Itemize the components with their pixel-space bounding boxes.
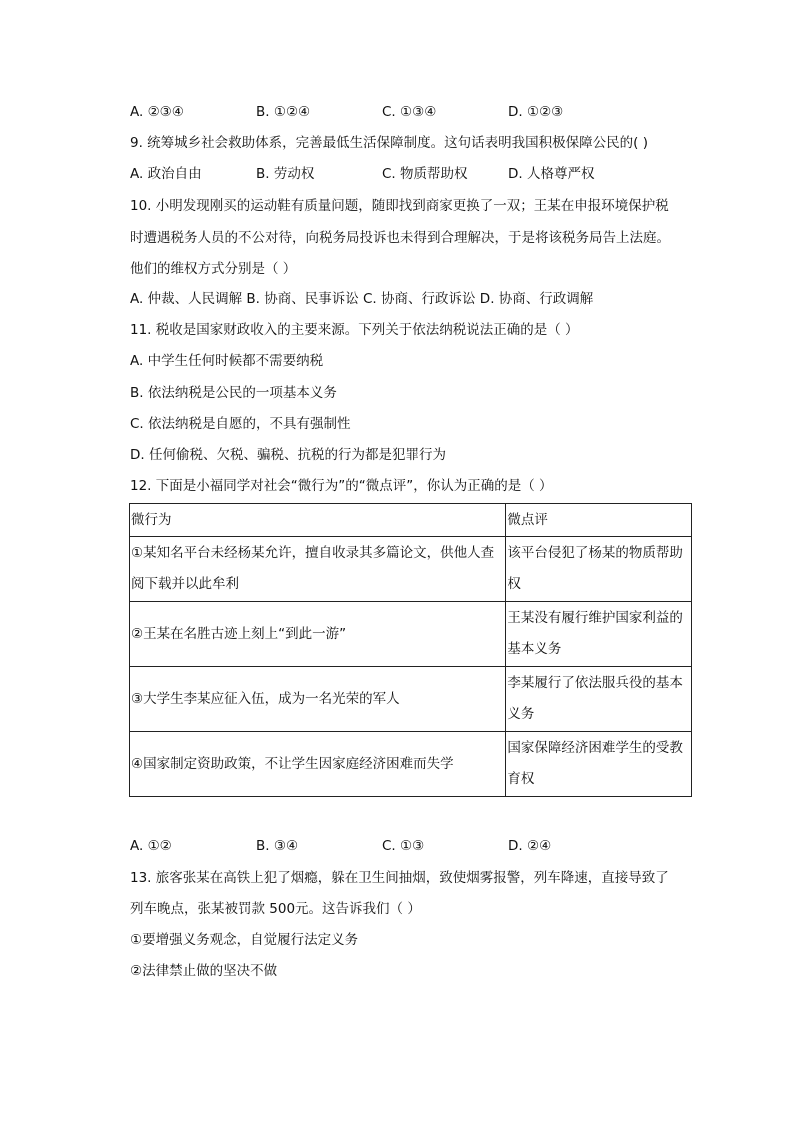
q11-stem: 11. 税收是国家财政收入的主要来源。下列关于依法纳税说法正确的是（ ）: [130, 322, 579, 338]
cell-line: 王某没有履行维护国家利益的: [507, 610, 683, 626]
table-header-comment: 微点评: [506, 504, 692, 537]
q9-option-d: D. 人格尊严权: [508, 166, 595, 182]
table-header-row: [130, 504, 692, 537]
cell-line: 义务: [507, 706, 535, 722]
cell-line: ③大学生李某应征入伍，成为一名光荣的军人: [131, 690, 400, 707]
q8-option-a: A. ②③④: [130, 104, 184, 120]
q13-item-1: ①要增强义务观念，自觉履行法定义务: [130, 932, 359, 948]
table-cell-action: [130, 667, 506, 732]
table-cell-action: [130, 537, 506, 602]
q12-stem: 12. 下面是小福同学对社会“微行为”的“微点评”，你认为正确的是（ ）: [130, 478, 553, 494]
cell-line: ②王某在名胜古迹上刻上“到此一游”: [131, 625, 347, 642]
q10-stem-line-3: 他们的维权方式分别是（ ）: [130, 261, 297, 277]
q10-stem-line-1: 10. 小明发现刚买的运动鞋有质量问题，随即找到商家更换了一双；王某在申报环境保护税: [130, 198, 669, 214]
cell-line: 阅下载并以此牟利: [131, 576, 239, 592]
q8-option-b: B. ①②④: [256, 104, 311, 120]
q11-option-d: D. 任何偷税、欠税、骗税、抗税的行为都是犯罪行为: [130, 447, 446, 463]
q10-options: A. 仲裁、人民调解 B. 协商、民事诉讼 C. 协商、行政诉讼 D. 协商、行政调解: [130, 291, 594, 307]
q13-stem-line-1: 13. 旅客张某在高铁上犯了烟瘾，躲在卫生间抽烟，致使烟雾报警，列车降速，直接导致了: [130, 870, 669, 886]
cell-line: 育权: [507, 771, 535, 787]
q9-option-c: C. 物质帮助权: [382, 166, 468, 182]
table-cell-comment: [506, 732, 692, 797]
q8-option-d: D. ①②③: [508, 104, 564, 120]
q12-option-a: A. ①②: [130, 838, 172, 854]
cell-line: 基本义务: [507, 641, 562, 657]
cell-line: 该平台侵犯了杨某的物质帮助: [507, 545, 683, 561]
cell-line: 国家保障经济困难学生的受教: [507, 740, 683, 756]
q9-option-b: B. 劳动权: [256, 166, 315, 182]
q9-stem: 9. 统筹城乡社会救助体系，完善最低生活保障制度。这句话表明我国积极保障公民的( ): [130, 135, 648, 151]
cell-line: 李某履行了依法服兵役的基本: [507, 675, 683, 691]
table-cell-comment: [506, 537, 692, 602]
q13-stem-line-2: 列车晚点，张某被罚款 500元。这告诉我们（ ）: [130, 901, 421, 917]
q10-stem-line-2: 时遭遇税务人员的不公对待，向税务局投诉也未得到合理解决，于是将该税务局告上法庭。: [130, 230, 670, 246]
cell-line: ①某知名平台未经杨某允许，擅自收录其多篇论文，供他人查: [131, 545, 495, 561]
table-row: [130, 732, 692, 797]
q12-option-c: C. ①③: [382, 838, 425, 854]
q13-item-2: ②法律禁止做的坚决不做: [130, 963, 278, 979]
table-header-action: 微行为: [130, 504, 506, 537]
table-cell-action: [130, 602, 506, 667]
cell-line: 权: [507, 576, 521, 592]
table-row: [130, 537, 692, 602]
q11-option-a: A. 中学生任何时候都不需要纳税: [130, 353, 324, 369]
table-cell-comment: [506, 667, 692, 732]
table-row: [130, 602, 692, 667]
table-cell-action: [130, 732, 506, 797]
q9-option-a: A. 政治自由: [130, 166, 202, 182]
q11-option-b: B. 依法纳税是公民的一项基本义务: [130, 385, 337, 401]
cell-line: ④国家制定资助政策，不让学生因家庭经济困难而失学: [131, 755, 454, 772]
table-cell-comment: [506, 602, 692, 667]
q11-option-c: C. 依法纳税是自愿的，不具有强制性: [130, 416, 351, 432]
q12-option-b: B. ③④: [256, 838, 299, 854]
q8-option-c: C. ①③④: [382, 104, 437, 120]
q12-option-d: D. ②④: [508, 838, 552, 854]
q12-table: [129, 503, 692, 797]
table-row: [130, 667, 692, 732]
